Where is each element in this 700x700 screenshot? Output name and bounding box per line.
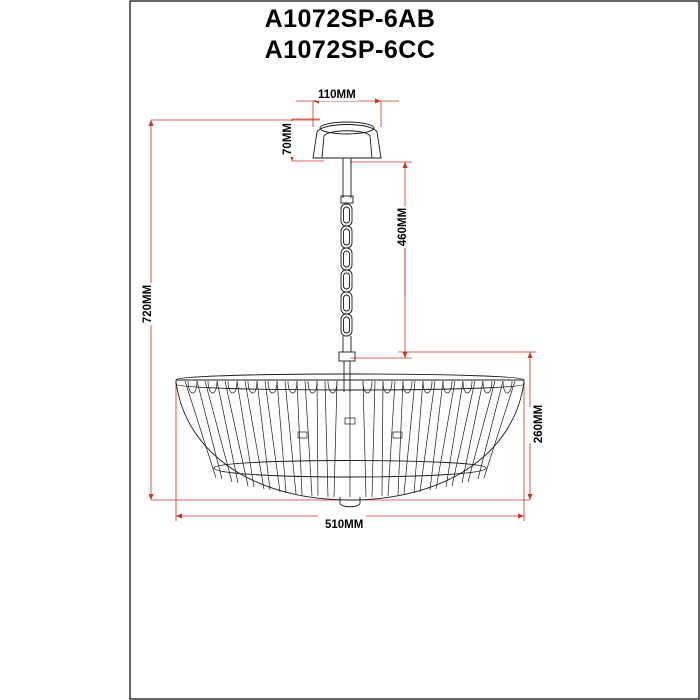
- dimension-label-chain-length: 460MM: [397, 207, 410, 247]
- ceiling-canopy: [313, 122, 381, 158]
- dimension-lines: [151, 101, 536, 521]
- dimension-label-shade-height: 260MM: [533, 404, 546, 444]
- crystal-blades: [185, 381, 515, 497]
- product-code-secondary: A1072SP-6CC: [264, 36, 436, 64]
- suspension-rod: [341, 158, 353, 203]
- suspension-chain: [341, 204, 352, 336]
- central-stem: [339, 336, 355, 392]
- dimension-label-canopy-width: 110MM: [318, 89, 356, 101]
- dimension-label-shade-diameter: 510MM: [325, 519, 364, 531]
- drawing-frame-border: [130, 1, 699, 699]
- lamp-geometry: [176, 122, 524, 507]
- dimension-label-total-height: 720MM: [142, 284, 155, 324]
- dimension-label-canopy-height: 70MM: [281, 123, 294, 155]
- bottom-finial: [340, 497, 360, 507]
- product-code-primary: A1072SP-6AB: [264, 5, 436, 33]
